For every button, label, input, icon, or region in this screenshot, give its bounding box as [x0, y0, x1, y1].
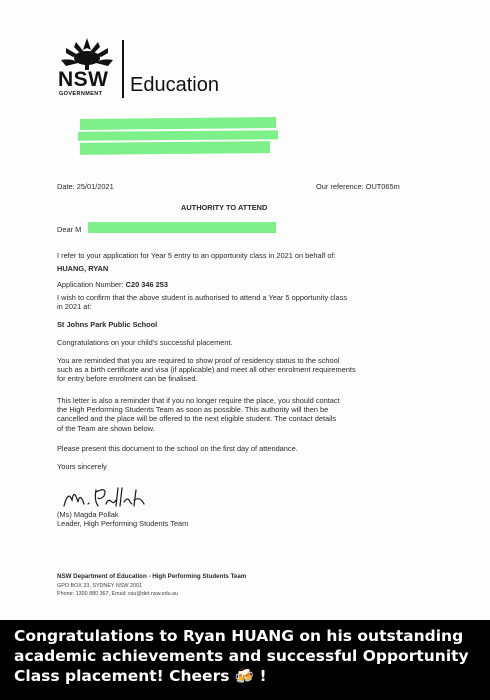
application-number-row [57, 280, 168, 289]
residency-line-1: You are reminded that you are required to show proof of residency status to the school [57, 356, 340, 365]
signer-name: (Ms) Magda Pollak [57, 510, 119, 519]
redacted-recipient-name [88, 222, 276, 233]
residency-line-3: for entry before enrolment can be finalised. [57, 374, 198, 384]
logo-nsw-text: NSW [58, 68, 109, 91]
student-name: HUANG, RYAN [57, 264, 109, 273]
footer-contact: Phone: 1300 880 367, Email: ssu@det.nsw.edu.au [57, 591, 179, 597]
reminder-line-3: cancelled and the place will be offered to the next eligible student. The contact details [57, 414, 337, 424]
caption-text: Congratulations to Ryan HUANG on his outstanding academic achievements and successful Opportunity Class placement! Cheers 🍻 ! [14, 627, 469, 685]
signer-title: Leader, High Performing Students Team [57, 519, 189, 528]
reminder-line-4: of the Team are shown below. [57, 423, 155, 433]
caption-banner [0, 620, 490, 700]
residency-line-2: such as a birth certificate and visa (if applicable) and meet all other enrolment requirements [57, 365, 356, 375]
application-number-label: Application Number: [57, 280, 124, 289]
logo-education-text: Education [130, 74, 219, 96]
redacted-address-line-2 [78, 130, 278, 140]
paragraph-congratulations: Congratulations on your child's successful placement. [57, 338, 233, 347]
school-name: St Johns Park Public School [57, 320, 158, 329]
logo-divider [122, 40, 124, 98]
authorisation-line-1: I wish to confirm that the above student is authorised to attend a Year 5 opportunity class [57, 293, 348, 302]
letter-reference: Our reference: OUT065m [316, 182, 400, 191]
authorisation-line-2: in 2021 at: [57, 302, 92, 312]
paragraph-application-ref: I refer to your application for Year 5 entry to an opportunity class in 2021 on behalf of: [57, 251, 336, 260]
redacted-address-line-1 [80, 117, 276, 130]
reminder-line-2: the High Performing Students Team as soon as possible. This authority will then be [57, 405, 329, 415]
closing: Yours sincerely [57, 462, 107, 471]
logo-government-text: GOVERNMENT [59, 91, 103, 97]
nsw-education-logo [58, 36, 258, 106]
letter-date: Date: 25/01/2021 [57, 182, 114, 191]
paragraph-reminder [57, 396, 442, 433]
footer-title: NSW Department of Education - High Performing Students Team [57, 573, 247, 580]
paragraph-present-document: Please present this document to the school on the first day of attendance. [57, 444, 298, 453]
footer-address: GPO BOX 33, SYDNEY NSW 2001 [57, 583, 142, 589]
application-number-value: C20 346 253 [125, 280, 168, 289]
waratah-icon [58, 36, 116, 70]
redacted-address-line-3 [80, 141, 270, 155]
reminder-line-1: This letter is also a reminder that if you no longer require the place, you should contact [57, 396, 340, 405]
letter-heading: AUTHORITY TO ATTEND [181, 203, 268, 212]
paragraph-authorisation [57, 293, 442, 311]
letter-salutation: Dear M [57, 225, 82, 234]
handwritten-signature [60, 484, 150, 512]
paragraph-residency [57, 356, 442, 384]
